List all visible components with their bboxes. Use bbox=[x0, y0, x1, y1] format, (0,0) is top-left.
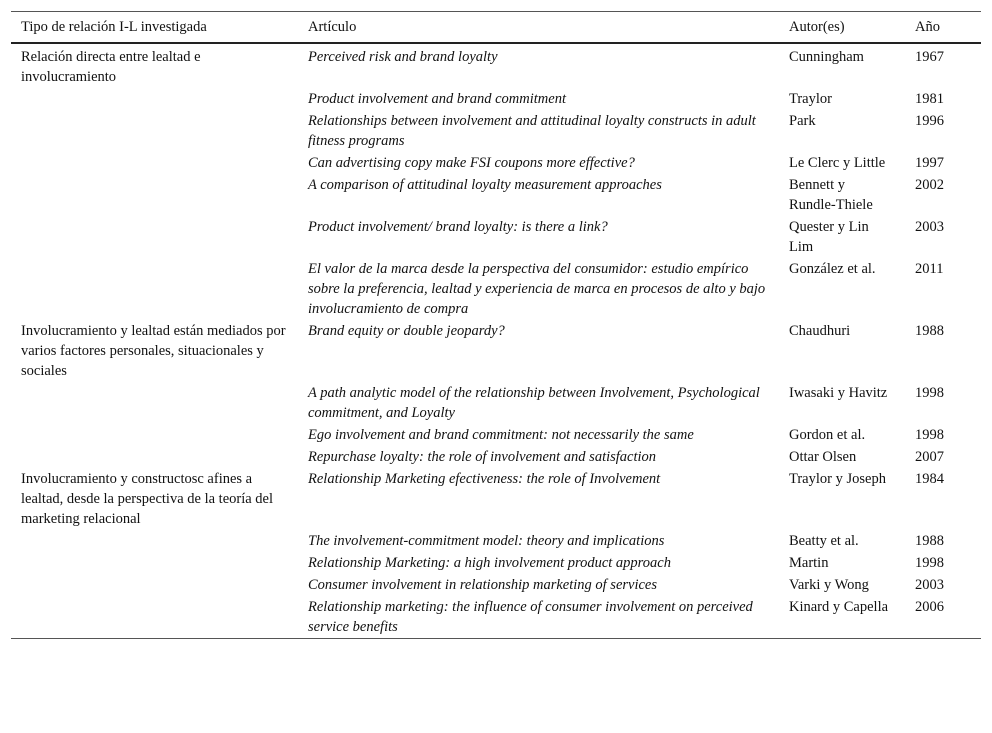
cell-anio: 1984 bbox=[915, 471, 944, 487]
cell-anio: 1998 bbox=[915, 555, 944, 571]
cell-autores: Ottar Olsen bbox=[789, 449, 857, 465]
cell-tipo bbox=[11, 446, 298, 468]
cell-articulo: Relationship Marketing: a high involvement product approach bbox=[308, 555, 671, 571]
cell-anio: 1997 bbox=[915, 155, 944, 171]
table-row bbox=[11, 446, 981, 468]
table-row bbox=[11, 596, 981, 639]
cell-articulo: Repurchase loyalty: the role of involvement and satisfaction bbox=[308, 449, 657, 465]
cell-anio: 1988 bbox=[915, 533, 944, 549]
header-autores: Autor(es) bbox=[789, 19, 845, 35]
table-row bbox=[11, 574, 981, 596]
cell-tipo bbox=[11, 382, 298, 424]
cell-articulo: Can advertising copy make FSI coupons more effective? bbox=[308, 155, 635, 171]
cell-tipo: Involucramiento y lealtad están mediados por varios factores personales, situacionales y sociales bbox=[21, 323, 286, 379]
table-row bbox=[11, 382, 981, 424]
cell-articulo: A comparison of attitudinal loyalty measurement approaches bbox=[308, 177, 662, 193]
cell-articulo: Brand equity or double jeopardy? bbox=[308, 323, 505, 339]
cell-articulo: Perceived risk and brand loyalty bbox=[308, 49, 498, 65]
cell-anio: 2007 bbox=[915, 449, 944, 465]
cell-anio: 1996 bbox=[915, 113, 944, 129]
cell-autores: Le Clerc y Little bbox=[789, 155, 886, 171]
cell-autores: Traylor bbox=[789, 91, 832, 107]
table-row bbox=[11, 174, 981, 216]
table-row bbox=[11, 152, 981, 174]
cell-tipo bbox=[11, 88, 298, 110]
cell-anio: 2002 bbox=[915, 177, 944, 193]
table-row bbox=[11, 258, 981, 320]
cell-articulo: Consumer involvement in relationship marketing of services bbox=[308, 577, 658, 593]
table-row bbox=[11, 43, 981, 88]
table-row bbox=[11, 320, 981, 382]
cell-tipo bbox=[11, 574, 298, 596]
cell-anio: 1967 bbox=[915, 49, 944, 65]
cell-autores: Varki y Wong bbox=[789, 577, 869, 593]
cell-autores: Traylor y Joseph bbox=[789, 471, 886, 487]
table-row bbox=[11, 110, 981, 152]
cell-articulo: The involvement-commitment model: theory and implications bbox=[308, 533, 665, 549]
cell-anio: 1988 bbox=[915, 323, 944, 339]
cell-tipo bbox=[11, 258, 298, 320]
cell-tipo: Relación directa entre lealtad e involucramiento bbox=[21, 49, 201, 85]
cell-articulo: El valor de la marca desde la perspectiva del consumidor: estudio empírico sobre la preferencia, lealtad y experiencia de marca en procesos de alto y bajo involucramiento de compra bbox=[308, 261, 766, 317]
cell-autores: Cunningham bbox=[789, 49, 864, 65]
cell-autores: Park bbox=[789, 113, 816, 129]
header-articulo: Artículo bbox=[308, 19, 357, 35]
cell-autores: Martin bbox=[789, 555, 829, 571]
cell-tipo bbox=[11, 216, 298, 258]
cell-articulo: Relationship marketing: the influence of consumer involvement on perceived service benefits bbox=[308, 599, 753, 635]
table-row bbox=[11, 468, 981, 530]
cell-autores: Iwasaki y Havitz bbox=[789, 385, 888, 401]
cell-articulo: Relationship Marketing efectiveness: the role of Involvement bbox=[308, 471, 661, 487]
cell-articulo: Product involvement/ brand loyalty: is there a link? bbox=[308, 219, 608, 235]
table-row bbox=[11, 552, 981, 574]
table-row bbox=[11, 88, 981, 110]
table-header-row bbox=[11, 12, 981, 44]
cell-autores: Quester y Lin Lim bbox=[789, 219, 869, 255]
cell-tipo: Involucramiento y constructosc afines a lealtad, desde la perspectiva de la teoría del marketing relacional bbox=[21, 471, 274, 527]
cell-autores: Beatty et al. bbox=[789, 533, 859, 549]
cell-autores: Chaudhuri bbox=[789, 323, 851, 339]
cell-tipo bbox=[11, 152, 298, 174]
table-row bbox=[11, 530, 981, 552]
cell-anio: 2011 bbox=[915, 261, 944, 277]
cell-tipo bbox=[11, 552, 298, 574]
header-anio: Año bbox=[915, 19, 940, 35]
cell-anio: 1998 bbox=[915, 385, 944, 401]
cell-autores: González et al. bbox=[789, 261, 876, 277]
cell-tipo bbox=[11, 174, 298, 216]
cell-anio: 2003 bbox=[915, 577, 944, 593]
table-row bbox=[11, 424, 981, 446]
cell-anio: 2003 bbox=[915, 219, 944, 235]
cell-anio: 1981 bbox=[915, 91, 944, 107]
cell-tipo bbox=[11, 424, 298, 446]
cell-tipo bbox=[11, 530, 298, 552]
cell-autores: Bennett y Rundle-Thiele bbox=[789, 177, 873, 213]
header-tipo: Tipo de relación I-L investigada bbox=[21, 19, 207, 35]
cell-articulo: Product involvement and brand commitment bbox=[308, 91, 566, 107]
cell-articulo: Ego involvement and brand commitment: not necessarily the same bbox=[308, 427, 694, 443]
cell-anio: 2006 bbox=[915, 599, 944, 615]
cell-autores: Kinard y Capella bbox=[789, 599, 889, 615]
literature-table bbox=[11, 11, 981, 639]
table-row bbox=[11, 216, 981, 258]
cell-tipo bbox=[11, 110, 298, 152]
cell-articulo: A path analytic model of the relationship between Involvement, Psychological commitment, and Loyalty bbox=[308, 385, 760, 421]
cell-articulo: Relationships between involvement and attitudinal loyalty constructs in adult fitness programs bbox=[308, 113, 756, 149]
cell-autores: Gordon et al. bbox=[789, 427, 866, 443]
cell-anio: 1998 bbox=[915, 427, 944, 443]
cell-tipo bbox=[11, 596, 298, 639]
